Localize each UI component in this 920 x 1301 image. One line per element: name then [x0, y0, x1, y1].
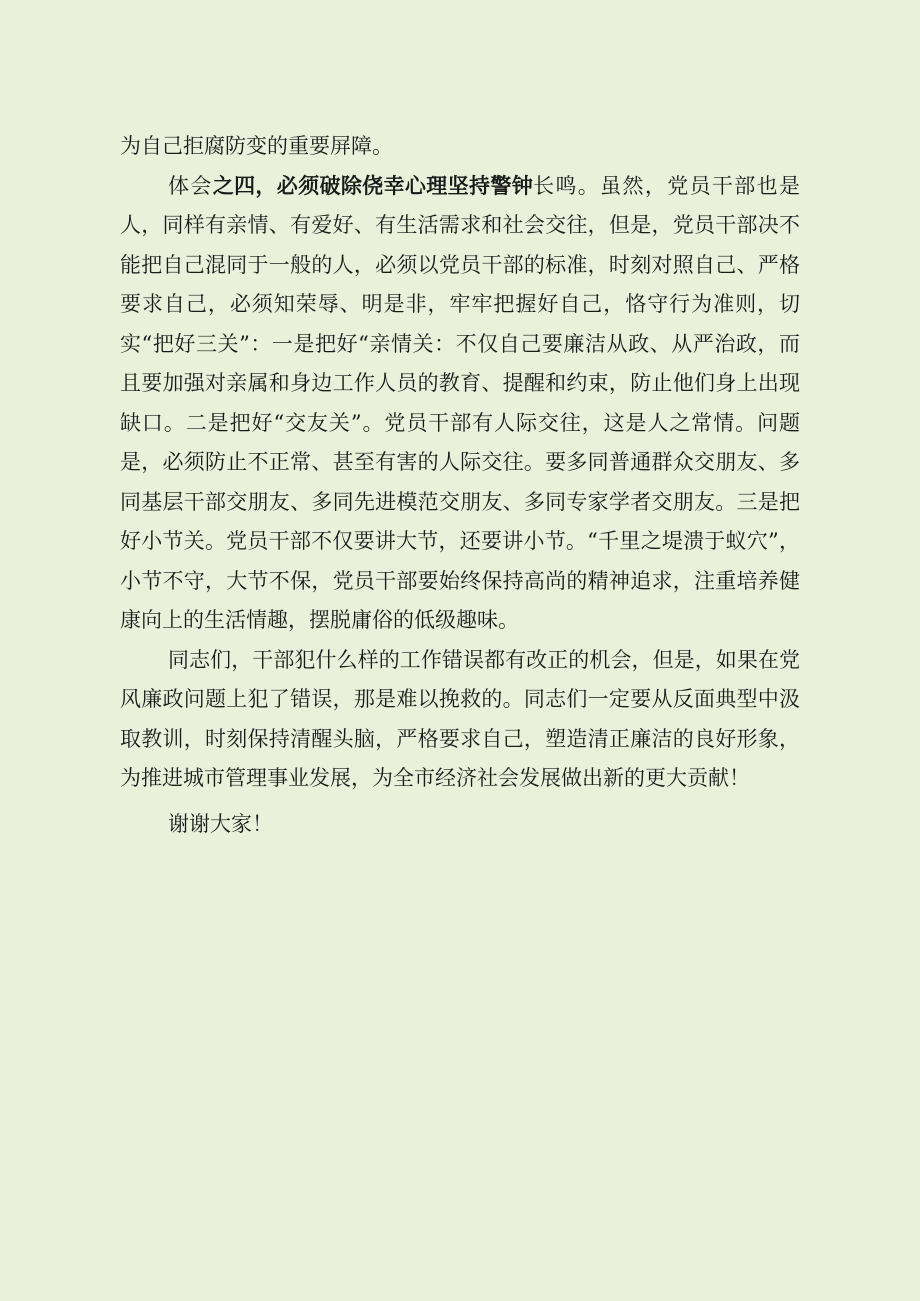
paragraph-intro-tail: 为自己拒腐防变的重要屏障。 — [120, 134, 393, 158]
paragraph-closing: 同志们，干部犯什么样的工作错误都有改正的机会，但是，如果在党风廉政问题上犯了错误，那是难以挽救的。同志们一定要从反面典型中汲取教训，时刻保持清醒头脑，严格要求自己，塑造清正廉洁的良好形象，为推进城市管理事业发展，为全市经济社会发展做出新的更大贡献！ — [120, 647, 800, 790]
point-four-prefix: 体会 — [168, 173, 213, 198]
paragraph-thanks: 谢谢大家！ — [168, 811, 273, 836]
paragraph-point-four — [120, 167, 800, 641]
point-four-body: 长鸣。虽然，党员干部也是人，同样有亲情、有爱好、有生活需求和社会交往，但是，党员干部决不能把自己混同于一般的人，必须以党员干部的标准，时刻对照自己、严格要求自己，必须知荣辱、明是非，牢牢把握好自己，恪守行为准则，切实“把好三关”：一是把好“亲情关：不仅自己要廉洁从政、从严治政，而且要加强对亲属和身边工作人员的教育、提醒和约束，防止他们身上出现缺口。二是把好“交友关”。党员干部有人际交往，这是人之常情。问题是，必须防止不正常、甚至有害的人际交往。要多同普通群众交朋友、多同基层干部交朋友、多同先进模范交朋友、多同专家学者交朋友。三是把好小节关。党员干部不仅要讲大节，还要讲小节。“千里之堤溃于蚁穴”，小节不守，大节不保，党员干部要始终保持高尚的精神追求，注重培养健康向上的生活情趣，摆脱庸俗的低级趣味。 — [120, 173, 801, 632]
document-body — [120, 127, 800, 844]
point-four-heading: 之四，必须破除侥幸心理坚持警钟 — [212, 173, 534, 198]
